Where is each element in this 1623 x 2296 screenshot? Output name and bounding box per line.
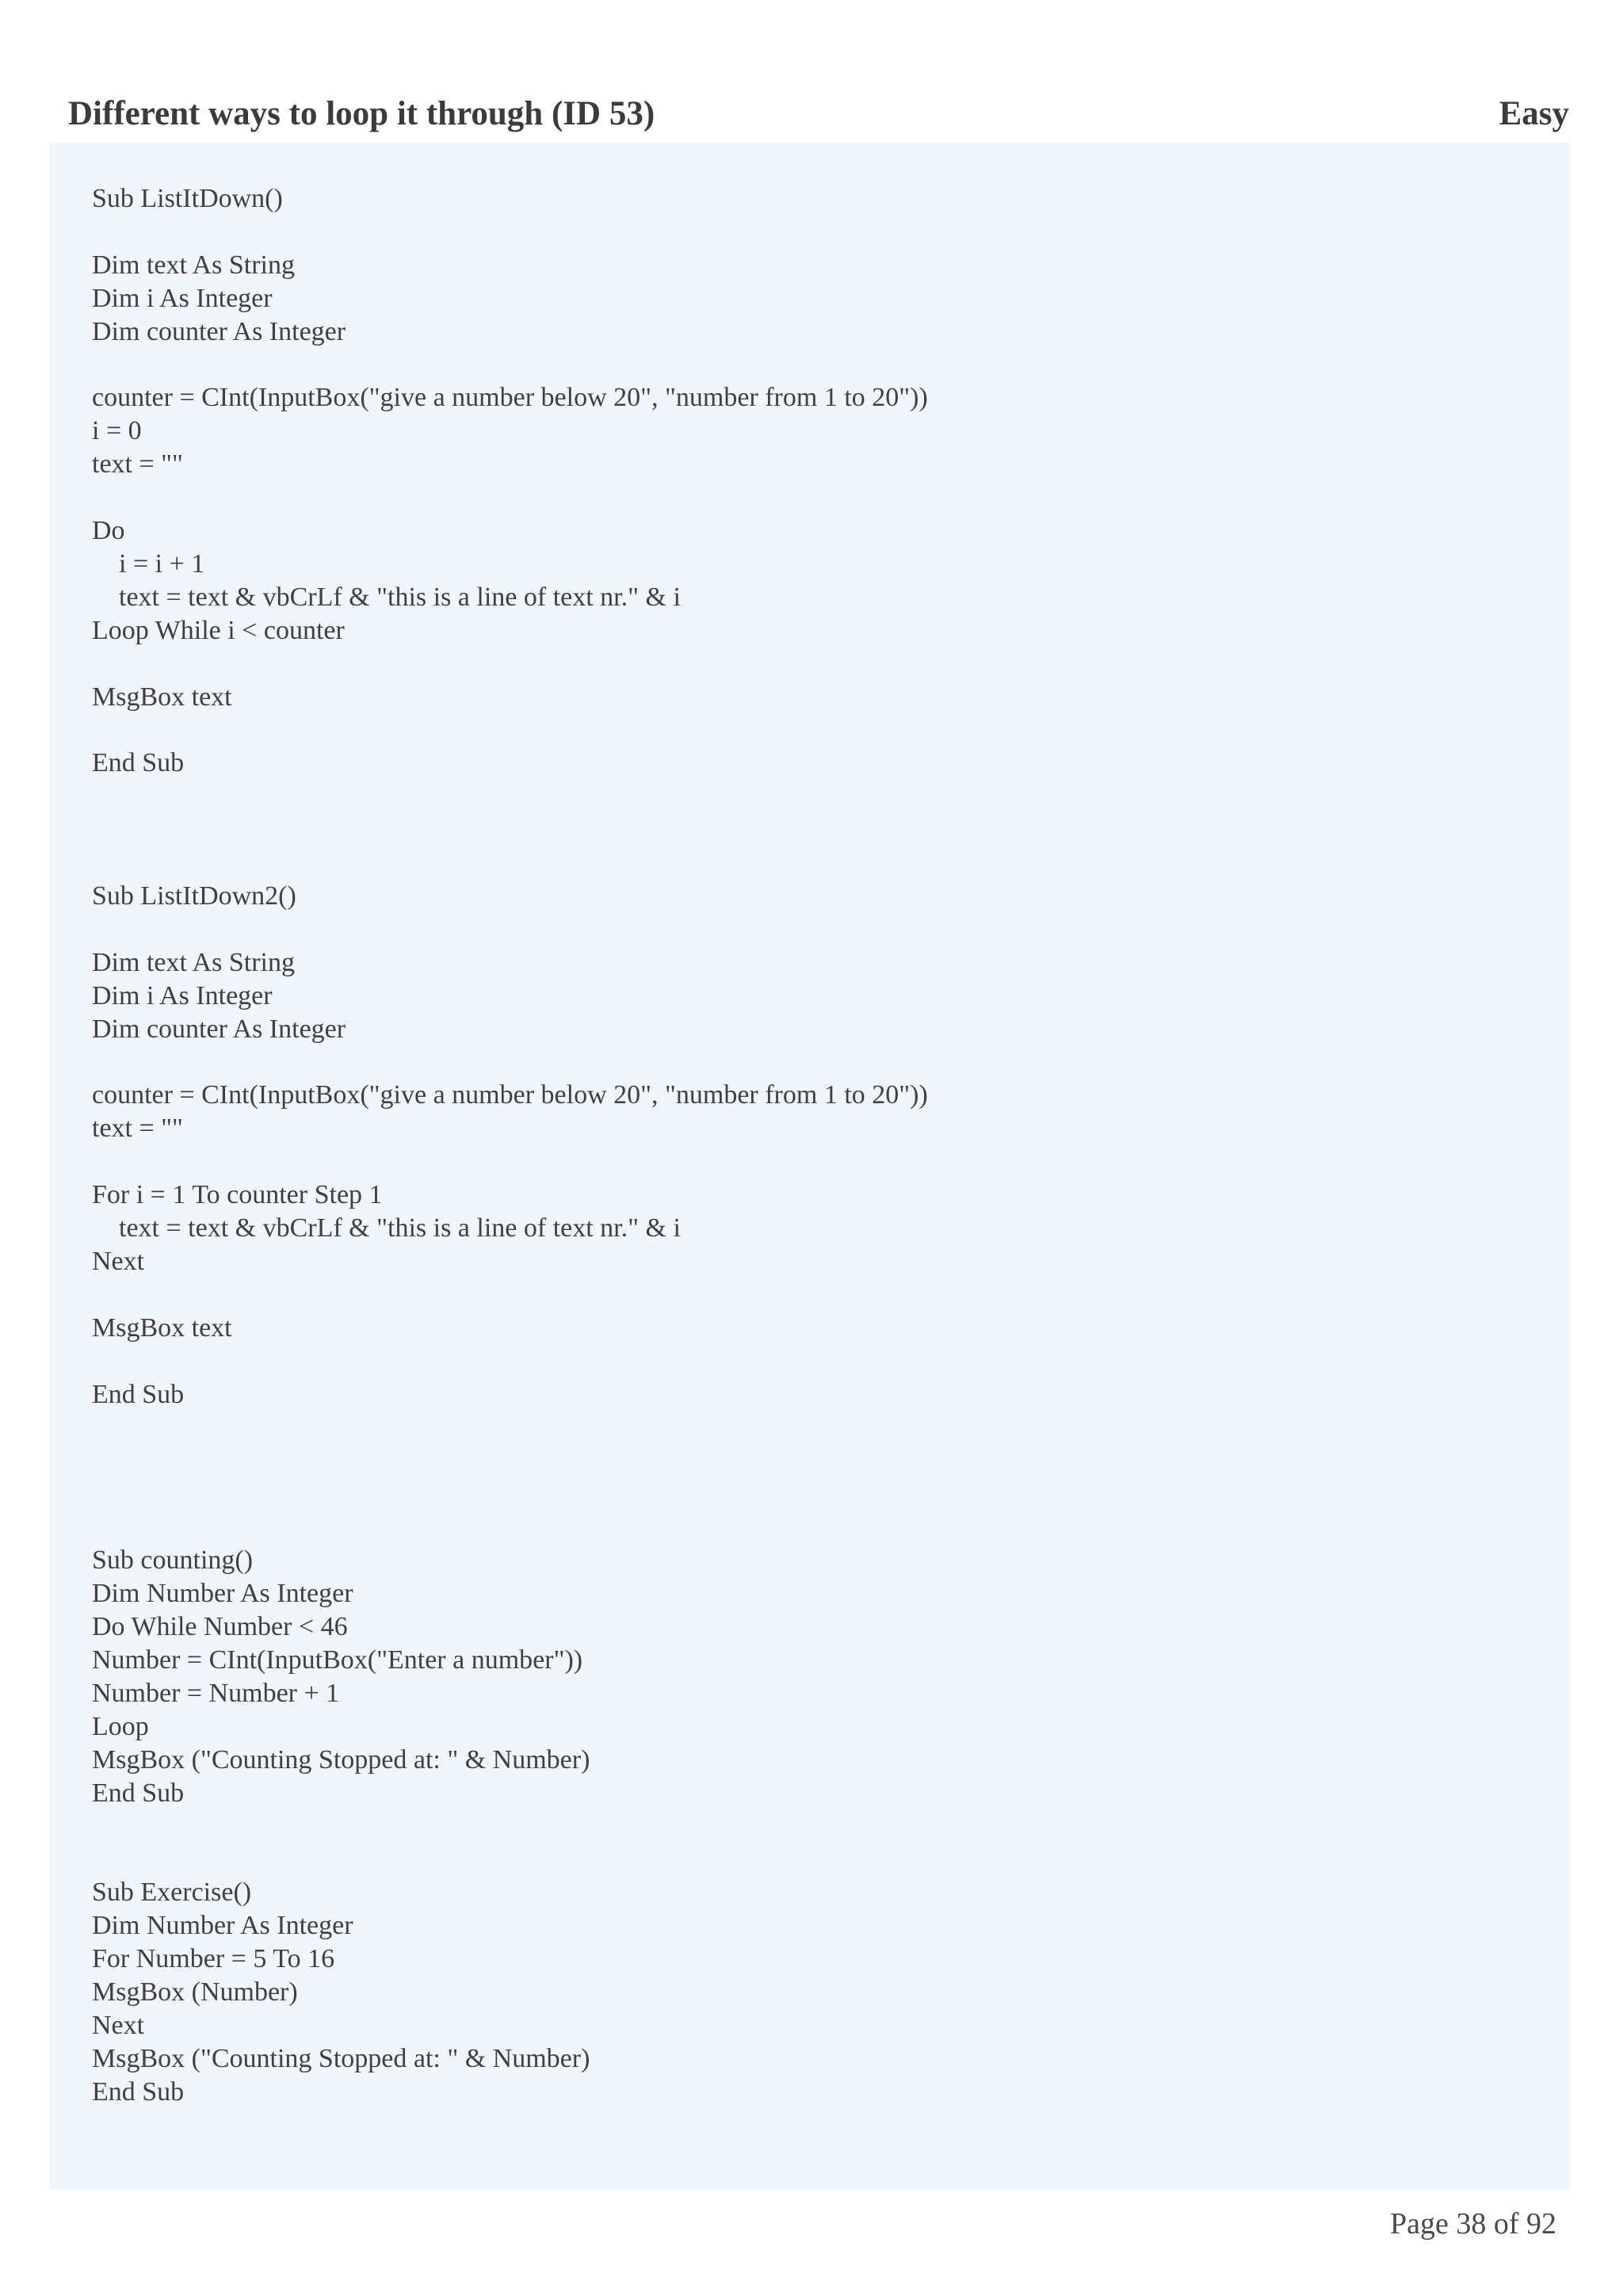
- code-panel: [49, 143, 1570, 2190]
- page-title: Different ways to loop it through (ID 53): [68, 94, 655, 132]
- difficulty-label: Easy: [1499, 94, 1569, 132]
- code-block: Sub ListItDown() Dim text As String Dim i As Integer Dim counter As Integer counter = CInt(InputBox("give a number below 20", "number from 1 to 20")) i = 0 text = "" Do i = i + 1 text = text & vbCrLf & "this is a line of text nr." & i Loop While i < counter MsgBox text End Sub Sub ListItDown2() Dim text As String Dim i As Integer Dim counter As Integer counter = CInt(InputBox("give a number below 20", "number from 1 to 20")) text = "" For i = 1 To counter Step 1 text = text & vbCrLf & "this is a line of text nr." & i Next MsgBox text End Sub Sub counting() Dim Number As Integer Do While Number < 46 Number = CInt(InputBox("Enter a number")) Number = Number + 1 Loop MsgBox ("Counting Stopped at: " & Number) End Sub Sub Exercise() Dim Number As Integer For Number = 5 To 16 MsgBox (Number) Next MsgBox ("Counting Stopped at: " & Number) End Sub: [92, 184, 928, 2107]
- page-header: [68, 86, 1569, 141]
- page-number: Page 38 of 92: [1389, 2207, 1556, 2241]
